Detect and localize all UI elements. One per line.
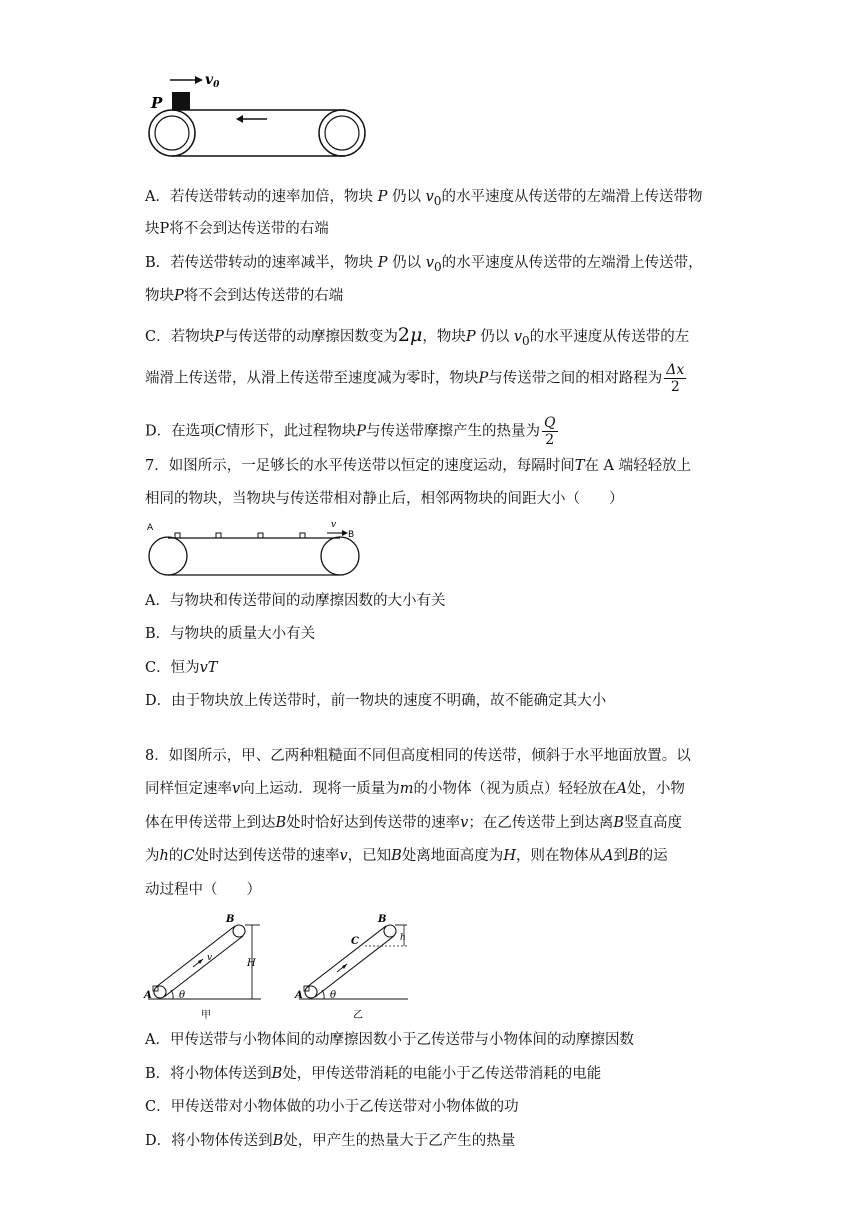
q8-stem-line3: 体在甲传送带上到达B处时恰好达到传送带的速率v；在乙传送带上到达离B竖直高度 — [145, 815, 683, 831]
q8-option-a: A．甲传送带与小物体间的动摩擦因数小于乙传送带与小物体间的动摩擦因数 — [145, 1032, 634, 1048]
figure-incline-yi — [293, 910, 418, 1022]
q6-option-b-line2: 物块P将不会到达传送带的右端 — [145, 288, 344, 304]
point-c-label: C — [351, 936, 359, 947]
q8-stem-line2: 同样恒定速率v向上运动．现将一质量为m的小物体（视为质点）轻轻放在A处，小物 — [145, 781, 685, 797]
angle-label: θ — [330, 990, 337, 1001]
height-h-label: h — [400, 933, 406, 943]
q8-stem-line1: 8．如图所示，甲、乙两种粗糙面不同但高度相同的传送带，倾斜于水平地面放置。以 — [145, 748, 691, 764]
q8-option-d: D．将小物体传送到B处，甲产生的热量大于乙产生的热量 — [145, 1133, 516, 1149]
angle-label: θ — [179, 990, 186, 1001]
height-h-label: H — [247, 958, 256, 969]
q6-option-c-line1: C．若物块P与传送带的动摩擦因数变为2μ，物块P 仍以 $v_0$的水平速度从传送带的左 — [145, 324, 690, 348]
point-a-label: A — [295, 990, 303, 1001]
velocity-label: v — [207, 953, 213, 963]
q7-option-a: A．与物块和传送带间的动摩擦因数的大小有关 — [145, 593, 446, 609]
caption-jia: 甲 — [201, 1010, 211, 1021]
q7-option-c: C．恒为vT — [145, 660, 218, 676]
q8-option-b: B．将小物体传送到B处，甲传送带消耗的电能小于乙传送带消耗的电能 — [145, 1066, 602, 1082]
point-b-label: B — [378, 914, 387, 925]
end-a-label: A — [147, 523, 154, 533]
q6-option-a-line2: 块P将不会到达传送带的右端 — [145, 221, 329, 237]
caption-yi: 乙 — [353, 1010, 363, 1021]
v0-label: $v_0$ — [205, 72, 220, 90]
q8-option-c: C．甲传送带对小物体做的功小于乙传送带对小物体做的功 — [145, 1099, 519, 1115]
q7-option-d: D．由于物块放上传送带时，前一物块的速度不明确，故不能确定其大小 — [145, 693, 607, 709]
point-a-label: A — [144, 990, 152, 1001]
q7-stem-line1: 7．如图所示，一足够长的水平传送带以恒定的速度运动，每隔时间T在 A 端轻轻放上 — [145, 458, 692, 474]
q6-option-d: D．在选项C情形下，此过程物块P与传送带摩擦产生的热量为 $\frac{Q}{2}$ — [145, 415, 556, 448]
end-b-label: B — [348, 530, 355, 540]
q8-stem-line4: 为h的C处时达到传送带的速率v，已知B处离地面高度为H，则在物体从A到B的运 — [145, 848, 668, 864]
figure-belt-blocks-q7 — [145, 518, 370, 580]
fraction-q-over-2: $\frac{Q}{2}$ — [544, 415, 556, 448]
figure-incline-jia — [143, 910, 268, 1022]
block-p — [172, 92, 190, 110]
p-label: P — [151, 94, 163, 112]
q6-option-b-line1: B．若传送带转动的速率减半，物块 P 仍以 $v_0$的水平速度从传送带的左端滑上传送带， — [145, 255, 703, 274]
fraction-dx-over-2: $\frac{\Delta x}{2}$ — [666, 362, 685, 395]
q6-option-a-line1: A．若传送带转动的速率加倍，物块 P 仍以 $v_0$的水平速度从传送带的左端滑上传送带物 — [145, 189, 703, 208]
q7-stem-line2: 相同的物块，当物块与传送带相对静止后，相邻两物块的间距大小（ ） — [145, 491, 624, 507]
point-b-label: B — [226, 914, 235, 925]
q8-stem-line5: 动过程中（ ） — [145, 882, 261, 898]
q6-option-c-line2: 端滑上传送带，从滑上传送带至速度减为零时，物块P与传送带之间的相对路程为 $\frac{\Delta x}{2}$ — [145, 362, 685, 395]
q7-option-b: B．与物块的质量大小有关 — [145, 626, 316, 642]
velocity-label: v — [331, 520, 337, 530]
figure-belt-block-p — [145, 70, 375, 165]
